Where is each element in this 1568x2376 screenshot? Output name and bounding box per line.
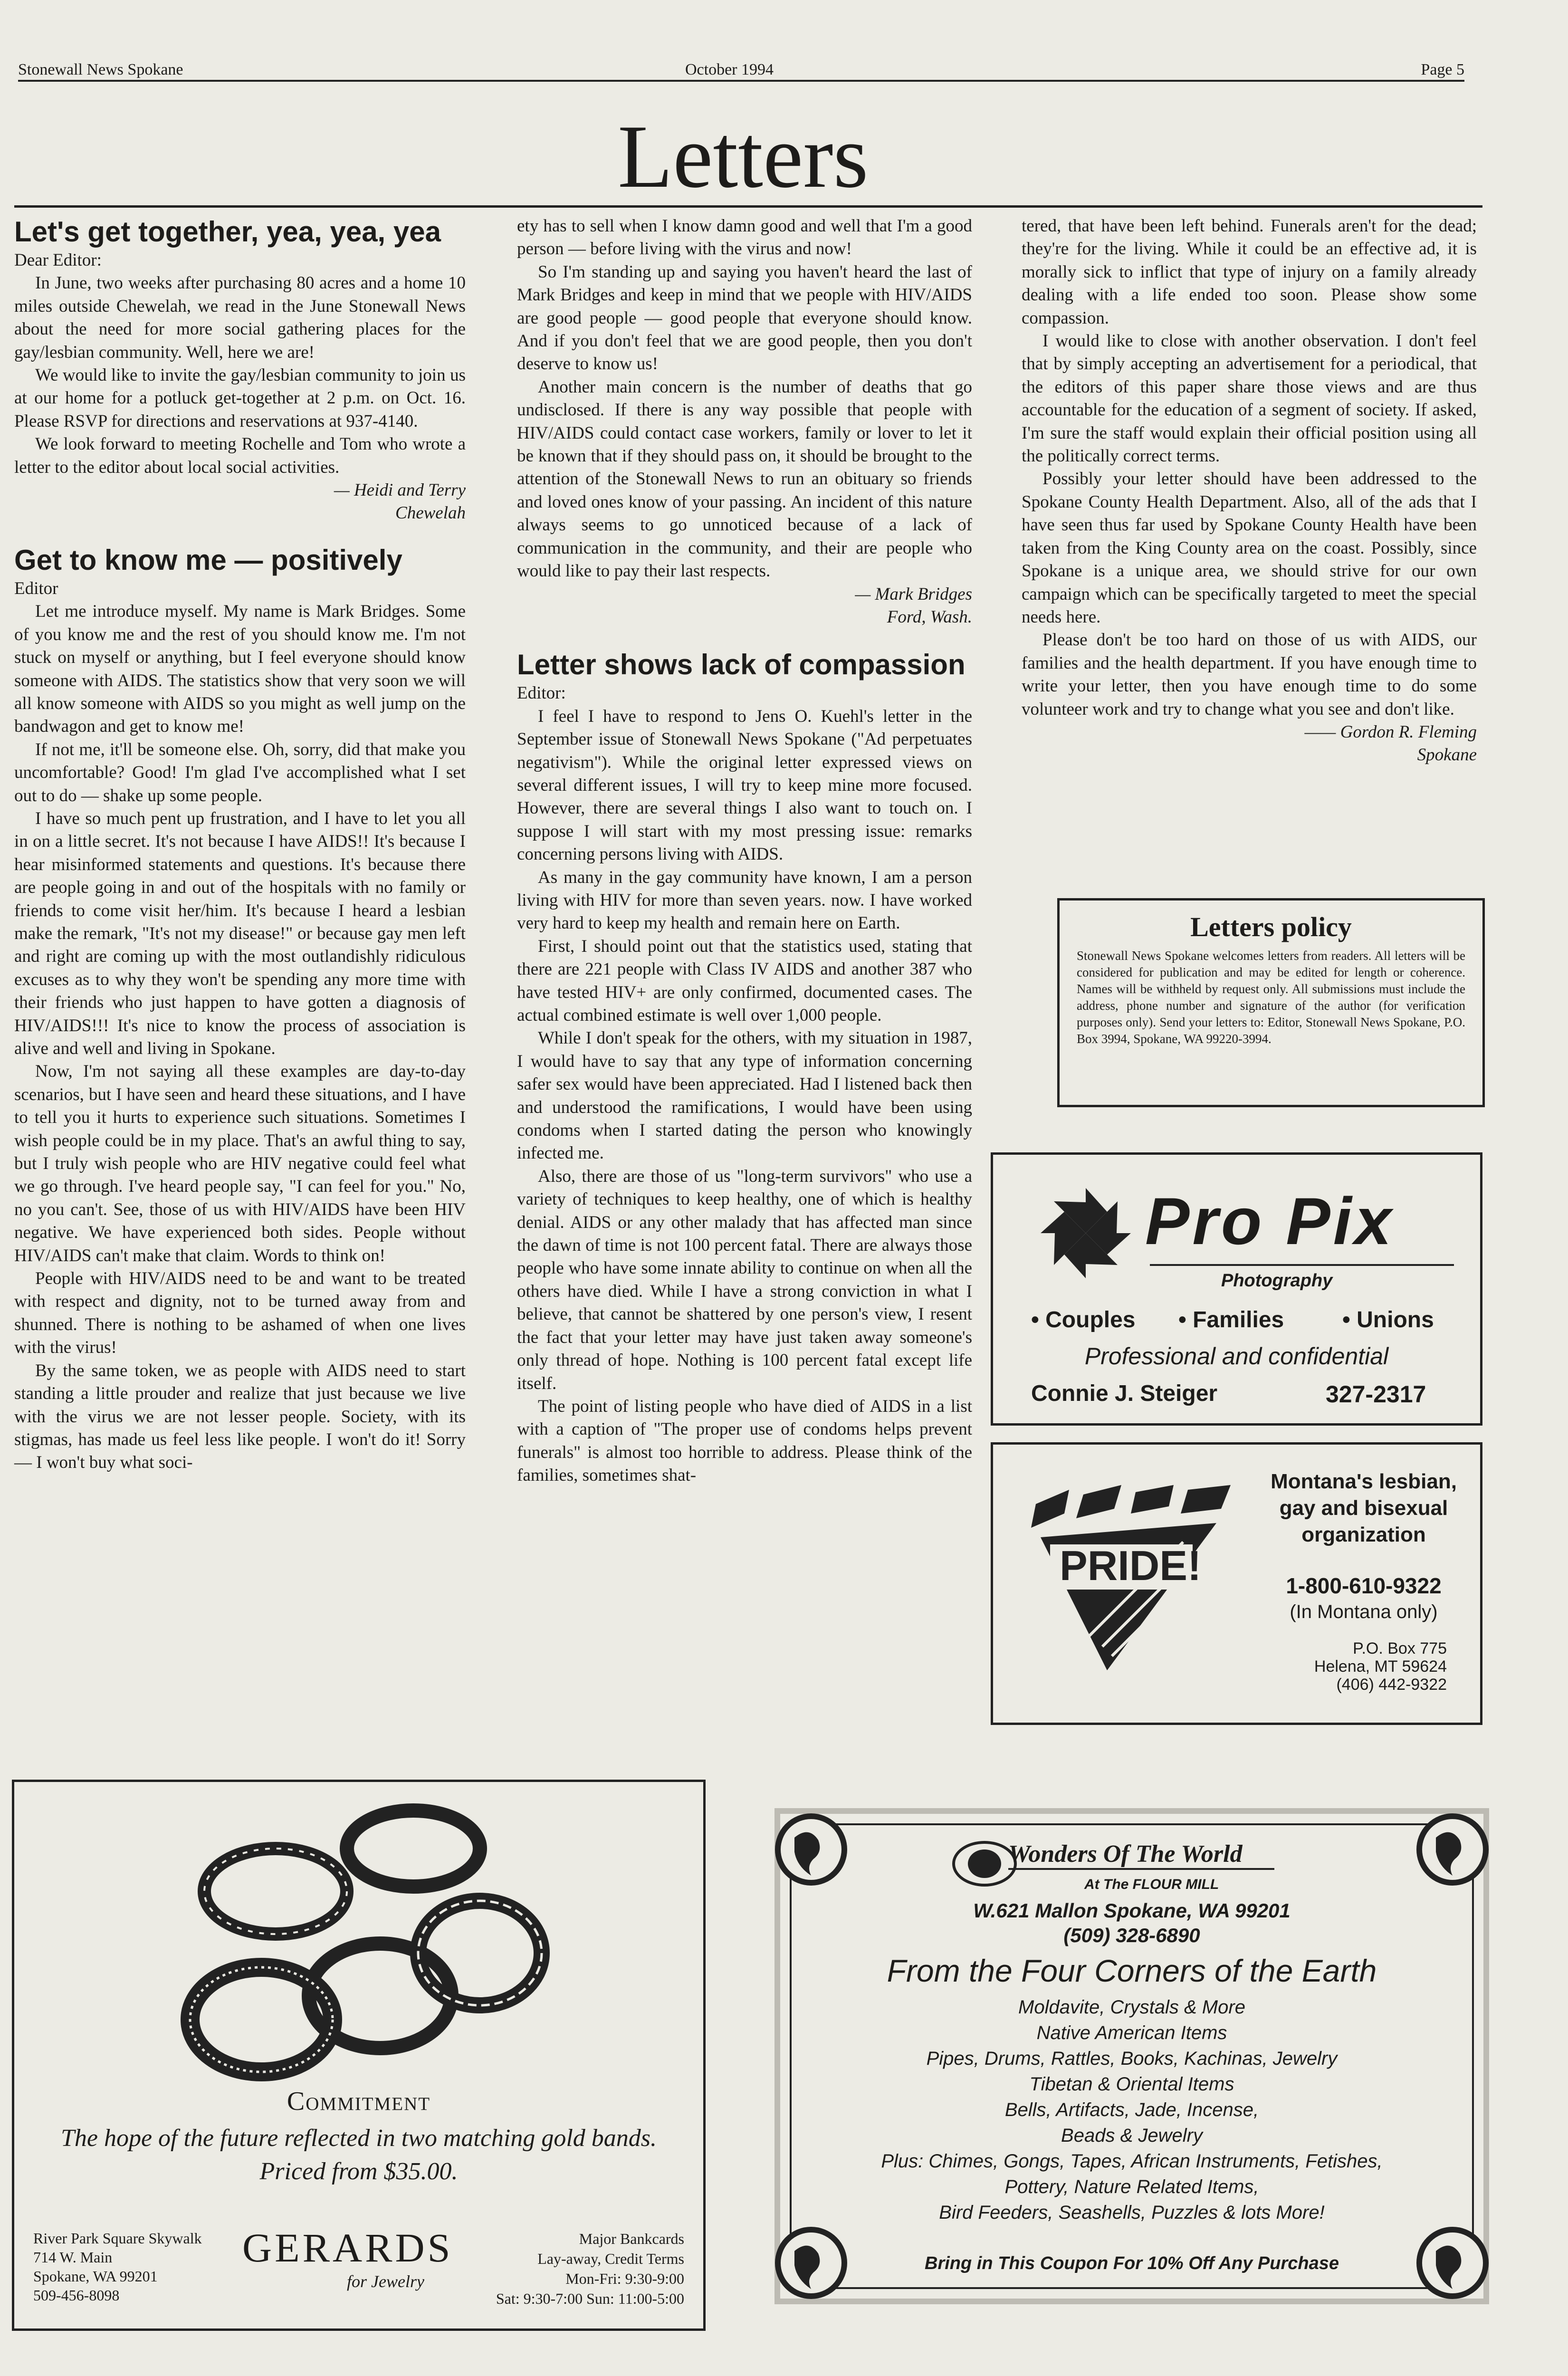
paragraph: I have so much pent up frustration, and I have to let you all in on a little secret. It's not because I have AIDS!! It's because I hear misinformed statements and questions. It's because there are people going in and out of the hospitals with no family or friends to come visit her/him. It's because I heard a lesbian make the remark, "It's not my disease!" or because gay men left and right are coming up with the most outlandishly ridiculous excuses as to why they won't be spending any more time with their friends who just happen to have gotten a diagnosis of HIV/AIDS!!! It's nice to know the process of association is alive and well and living in Spokane. xyxy=(14,808,466,1058)
paragraph: ety has to sell when I know damn good and well that I'm a good person — before living with the virus and now! xyxy=(517,216,972,259)
wonders-item: Bird Feeders, Seashells, Puzzles & lots More! xyxy=(939,2202,1325,2223)
pride-address-line: Helena, MT 59624 xyxy=(1314,1657,1447,1676)
letters-policy-box xyxy=(1057,898,1485,1107)
world-swirl-icon xyxy=(951,1838,1018,1890)
policy-title: Letters policy xyxy=(1190,911,1352,942)
propix-ad xyxy=(991,1152,1482,1426)
wonders-item: Pottery, Nature Related Items, xyxy=(1004,2176,1259,2197)
gerards-address-line: River Park Square Skywalk xyxy=(33,2230,202,2247)
gerards-line1: The hope of the future reflected in two matching gold bands. xyxy=(60,2125,657,2152)
paragraph: Let me introduce myself. My name is Mark Bridges. Some of you know me and the rest of you should know me. I'm not stuck on myself or anything, but I feel everyone should know someone with AIDS. The statistics show that very soon we will all know someone with AIDS so you might as well jump on the bandwagon and get to know me! xyxy=(14,602,466,737)
paragraph: Now, I'm not saying all these examples are day-to-day scenarios, but I have seen and heard these situations, and I have to tell you it hurts to experience such situations. Sometimes I wish people could be in my place. That's an awful thing to say, but I truly wish people who are HIV negative could feel what we go through. I've heard people say, "I can feel for you." No, no you can't. See, those of us with HIV/AIDS have been HIV negative. We have experienced both sides. People without HIV/AIDS can't make that claim. Words to think on! xyxy=(14,1062,466,1265)
paragraph: First, I should point out that the statistics used, stating that there are 221 people with Class IV AIDS and another 387 who have tested HIV+ are only confirmed, documented cases. The actual combined estimate is well over 1,000 people. xyxy=(517,936,972,1025)
gerards-logo: GERARDS xyxy=(242,2225,453,2271)
pride-address-line: (406) 442-9322 xyxy=(1336,1676,1447,1694)
wonders-logo-sub: At The FLOUR MILL xyxy=(1084,1877,1219,1892)
running-header xyxy=(18,61,1464,82)
propix-item: • Unions xyxy=(1342,1307,1434,1332)
paragraph: In June, two weeks after purchasing 80 acres and a home 10 miles outside Chewelah, we read in the June Stonewall News about the need for more social gathering places for the gay/lesbian community. Well, here we are! xyxy=(14,273,466,362)
paragraph: By the same token, we as people with AIDS need to start standing a little prouder and realize that just because we live with the virus we are not lesser people. Society, with its stigmas, has made us feel less like people. I won't do it! Sorry — I won't buy what soci- xyxy=(14,1360,466,1473)
gerards-ad xyxy=(12,1780,706,2331)
headline: Let's get together, yea, yea, yea xyxy=(14,216,441,248)
pride-address-line: P.O. Box 775 xyxy=(1353,1639,1447,1657)
wonders-logo: Wonders Of The World xyxy=(1008,1840,1274,1870)
signature: — Heidi and Terry xyxy=(334,480,466,500)
pride-phone-note: (In Montana only) xyxy=(1290,1601,1438,1622)
paragraph: I feel I have to respond to Jens O. Kuehl's letter in the September issue of Stonewall News Spokane ("Ad perpetuates negativism"). While the original letter expressed views on several different issues, I will try to keep mine more focused. However, there are several things I also want to touch on. I suppose I will start with my most pressing issue: remarks concerning persons living with AIDS. xyxy=(517,706,972,864)
globe-icon xyxy=(1412,1809,1493,1890)
gerards-hours-line: Lay-away, Credit Terms xyxy=(537,2250,684,2267)
wonders-headline: From the Four Corners of the Earth xyxy=(887,1953,1377,1988)
propix-item: • Families xyxy=(1178,1307,1284,1332)
pride-ad xyxy=(991,1442,1482,1725)
wonders-item: Bells, Artifacts, Jade, Incense, xyxy=(1004,2099,1259,2120)
signature-location: Ford, Wash. xyxy=(887,607,972,627)
headline: Get to know me — positively xyxy=(14,544,402,576)
publication-name: Stonewall News Spokane xyxy=(18,61,183,78)
wonders-item: Moldavite, Crystals & More xyxy=(1018,1997,1245,2018)
wonders-items xyxy=(780,1994,1483,2225)
signature-location: Chewelah xyxy=(395,503,466,523)
propix-rule xyxy=(1150,1264,1454,1266)
paragraph: People with HIV/AIDS need to be and want to be treated with respect and dignity, not to be turned away from and shunned. There is nothing to be ashamed of when one lives with the virus! xyxy=(14,1269,466,1358)
wonders-item: Pipes, Drums, Rattles, Books, Kachinas, Jewelry xyxy=(926,2048,1338,2069)
column-3 xyxy=(1022,215,1477,767)
gerards-line2: Priced from $35.00. xyxy=(259,2158,458,2185)
propix-name: Pro Pix xyxy=(1145,1184,1395,1258)
gerards-address-line: Spokane, WA 99201 xyxy=(33,2268,158,2285)
gerards-title: Commitment xyxy=(287,2087,431,2116)
paragraph: Another main concern is the number of deaths that go undisclosed. If there is any way possible that people with HIV/AIDS could contact case workers, family or lover to let it be known that if they should pass on, it should be brought to the attention of the Stonewall News to run an obituary so friends and loved ones know of your passing. An incident of this nature always seems to go unnoticed because of a lack of communication in the community, and their are people who would like to pay their last respects. xyxy=(517,377,972,581)
pride-phone: 1-800-610-9322 xyxy=(1286,1573,1442,1598)
rings-illustration-icon xyxy=(166,1796,556,2100)
salutation: Dear Editor: xyxy=(14,250,102,270)
paragraph: Please don't be too hard on those of us with AIDS, our families and the health department. If you have enough time to write your letter, then you have enough time to do some volunteer work and try to change what you see and don't like. xyxy=(1022,630,1477,719)
signature: —— Gordon R. Fleming xyxy=(1304,722,1477,742)
gerards-hours-line: Major Bankcards xyxy=(579,2230,684,2247)
wonders-item: Plus: Chimes, Gongs, Tapes, African Instruments, Fetishes, xyxy=(881,2151,1383,2172)
propix-contact: Connie J. Steiger xyxy=(1031,1381,1218,1406)
page-number: Page 5 xyxy=(1421,61,1464,78)
paragraph: I would like to close with another observation. I don't feel that by simply accepting an advertisement for a periodical, that the editors of this paper share those views and are thus accountable for the education of a segment of society. If asked, I'm sure the staff would explain their official position using all the politically correct terms. xyxy=(1022,331,1477,466)
wonders-item: Beads & Jewelry xyxy=(1061,2125,1203,2146)
signature: — Mark Bridges xyxy=(855,584,972,604)
policy-body: Stonewall News Spokane welcomes letters from readers. All letters will be considered for publication and may be edited for length or coherence. Names will be withheld by request only. All submissions must include the address, phone number and signature of the author (for verification purposes only). Send your letters to: Editor, Stonewall News Spokane, P.O. Box 3994, Spokane, WA 99220-3994. xyxy=(1077,948,1465,1046)
wonders-ad xyxy=(774,1808,1489,2304)
gerards-address-line: 714 W. Main xyxy=(33,2249,113,2266)
wonders-phone: (509) 328-6890 xyxy=(1063,1924,1200,1946)
paragraph: tered, that have been left behind. Funerals aren't for the dead; they're for the living. While it could be an effective ad, it is morally sick to inflict that type of injury on a family already dealing with a life ended too soon. Please show some compassion. xyxy=(1022,216,1477,328)
gerards-hours xyxy=(496,2229,684,2309)
propix-subtitle: Photography xyxy=(1221,1271,1333,1291)
globe-icon xyxy=(771,1809,851,1890)
wonders-item: Tibetan & Oriental Items xyxy=(1029,2074,1234,2095)
paragraph: We look forward to meeting Rochelle and Tom who wrote a letter to the editor about local social activities. xyxy=(14,434,466,477)
paragraph: Possibly your letter should have been addressed to the Spokane County Health Department. Also, all of the ads that I have seen thus far used by Spokane County Health have been taken from the King County area on the coast. Possibly, since Spokane is a unique area, we should strive for our own campaign which can be specifically targeted to meet the special needs here. xyxy=(1022,469,1477,627)
gerards-hours-line: Sat: 9:30-7:00 Sun: 11:00-5:00 xyxy=(496,2290,684,2307)
paragraph: Also, there are those of us "long-term survivors" who use a variety of techniques to keep healthy, one of which is healthy denial. AIDS or any other malady that has affected man since the dawn of time is not 100 percent fatal. There are always those people who have some innate ability to continue on when all the others have died. While I have a strong conviction in what I believe, that cannot be shattered by one person's view, I resent the fact that your letter may have just taken away someone's only thread of hope. Nothing is 100 percent fatal except life itself. xyxy=(517,1166,972,1393)
gerards-address xyxy=(33,2229,202,2305)
propix-phone: 327-2317 xyxy=(1326,1381,1426,1408)
wonders-coupon: Bring in This Coupon For 10% Off Any Purchase xyxy=(925,2253,1339,2273)
column-1 xyxy=(14,215,466,1475)
pride-logo-icon xyxy=(1031,1485,1235,1675)
pride-description: Montana's lesbian, gay and bisexual organization xyxy=(1271,1470,1457,1546)
masthead-rule xyxy=(14,205,1482,208)
paragraph: If not me, it'll be someone else. Oh, sorry, did that make you uncomfortable? Good! I'm glad I've accomplished what I set out to do — shake up some people. xyxy=(14,739,466,805)
propix-item: • Couples xyxy=(1031,1307,1136,1332)
paragraph: As many in the gay community have known, I am a person living with HIV for more than seven years. now. I have worked very hard to keep my health and remain here on Earth. xyxy=(517,867,972,933)
salutation: Editor: xyxy=(517,683,566,703)
salutation: Editor xyxy=(14,578,58,598)
gerards-hours-line: Mon-Fri: 9:30-9:00 xyxy=(565,2270,684,2287)
column-2 xyxy=(517,215,972,1487)
paragraph: We would like to invite the gay/lesbian community to join us at our home for a potluck get-together at 2 p.m. on Oct. 16. Please RSVP for directions and reservations at 937-4140. xyxy=(14,365,466,431)
wonders-item: Native American Items xyxy=(1036,2022,1227,2043)
paragraph: While I don't speak for the others, with my situation in 1987, I would have to say that any type of information concerning safer sex would have been appreciated. Had I listened back then and understood the ramifications, I would have been using condoms when I started dating the person who knowingly infected me. xyxy=(517,1028,972,1163)
pride-logo-text: PRIDE! xyxy=(1060,1542,1202,1589)
gerards-address-line: 509-456-8098 xyxy=(33,2287,120,2304)
signature-location: Spokane xyxy=(1417,745,1477,765)
pride-address xyxy=(1314,1639,1447,1694)
wonders-address: W.621 Mallon Spokane, WA 99201 xyxy=(973,1899,1291,1922)
issue-date: October 1994 xyxy=(685,61,774,78)
section-title: Letters xyxy=(618,107,869,207)
propix-tagline: Professional and confidential xyxy=(1084,1343,1389,1370)
headline: Letter shows lack of compassion xyxy=(517,649,966,681)
gerards-logo-sub: for Jewelry xyxy=(347,2272,424,2291)
pinwheel-logo-icon xyxy=(1036,1183,1136,1283)
paragraph: The point of listing people who have died of AIDS in a list with a caption of "The proper use of condoms helps prevent funerals" is almost too horrible to address. Please think of the families, sometimes shat- xyxy=(517,1396,972,1485)
paragraph: So I'm standing up and saying you haven't heard the last of Mark Bridges and keep in mind that we people with HIV/AIDS are good people — good people that everyone should know. And if you don't feel that we are good people, then you don't deserve to know us! xyxy=(517,262,972,374)
